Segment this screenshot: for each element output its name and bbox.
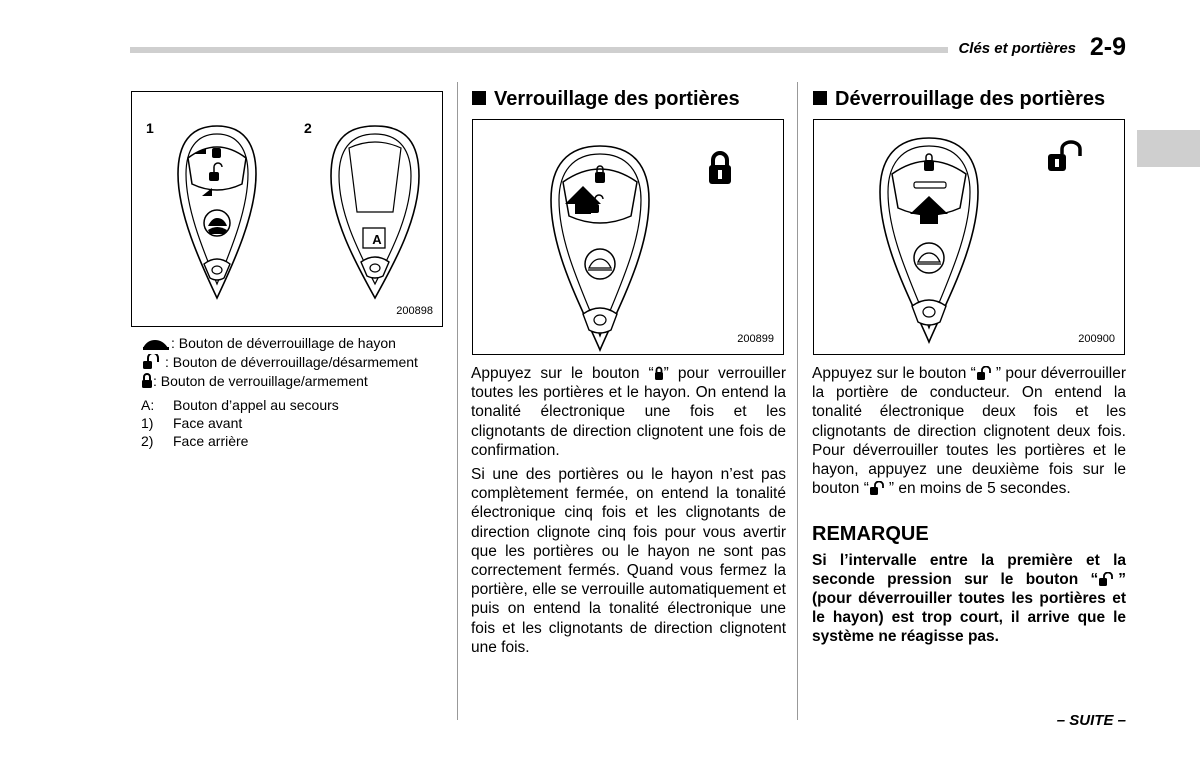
unlock-figure	[813, 119, 1125, 355]
figure-number: 200900	[1078, 333, 1115, 345]
legend-item-lock: : Bouton de verrouillage/armement	[141, 372, 451, 391]
key-lock-illustration	[545, 142, 655, 354]
unlock-icon	[976, 366, 996, 381]
list-item: A: Bouton d’appel au secours	[141, 397, 339, 413]
legend-item-unlock: : Bouton de déverrouillage/désarmement	[141, 353, 451, 372]
column-divider-1	[457, 82, 458, 720]
unlock-icon	[1098, 572, 1118, 587]
chapter-tab	[1137, 130, 1200, 167]
key-unlock-illustration	[874, 134, 984, 346]
unlock-paragraph: Appuyez sur le bouton “ ” pour déverrouiller la portière de conducteur. On entend la tonalité électronique deux fois et les clignotants de direction clignotent deux fois. Pour déverrouiller toutes les portières et le hayon, appuyez une deuxième fois sur le bouton “ ” en moins de 5 secondes.	[812, 365, 1126, 498]
heading-bullet	[813, 91, 827, 105]
figure-number: 200898	[396, 305, 433, 317]
unlock-section-body	[812, 364, 1126, 498]
lock-icon	[141, 373, 153, 389]
remarque-heading: REMARQUE	[812, 523, 929, 545]
lock-paragraph-1: Appuyez sur le bouton “ ” pour verrouiller toutes les portières et le hayon. On entend la tonalité électronique une fois et les clignotants de direction clignotent une fois de confirmation.	[471, 365, 786, 459]
key-back-illustration	[325, 122, 425, 302]
unlock-section-heading: Déverrouillage des portières	[813, 88, 1105, 111]
section-title: Clés et portières	[958, 40, 1076, 57]
lock-figure	[472, 119, 784, 355]
lock-symbol-icon	[707, 150, 733, 186]
unlock-symbol-icon	[1046, 140, 1092, 174]
figure-label-2: 2	[304, 120, 312, 136]
legend-lock-text: Bouton de verrouillage/armement	[160, 373, 368, 389]
emergency-button-letter: A	[372, 232, 382, 247]
remote-key-figure	[131, 91, 443, 327]
figure-number: 200899	[737, 333, 774, 345]
hatch-icon	[141, 337, 171, 351]
key-front-illustration	[172, 122, 262, 302]
unlock-icon	[869, 481, 889, 496]
list-item: 1) Face avant	[141, 415, 243, 431]
key-parts-list	[141, 396, 451, 450]
legend-item-hatch: : Bouton de déverrouillage de hayon	[141, 334, 451, 353]
lock-section-heading: Verrouillage des portières	[472, 88, 740, 111]
figure-label-1: 1	[146, 120, 154, 136]
remarque-paragraph: Si l’intervalle entre la première et la seconde pression sur le bouton “ ” (pour déverrouiller toutes les portières et le hayon) est trop court, il arrive que le système ne réagisse pas.	[812, 552, 1126, 645]
unlock-icon	[141, 354, 165, 370]
continued-marker: – SUITE –	[1056, 712, 1126, 729]
legend-unlock-text: Bouton de déverrouillage/désarmement	[172, 354, 418, 370]
lock-section-body	[471, 364, 786, 657]
list-item: 2) Face arrière	[141, 433, 249, 449]
header-rule	[130, 47, 948, 53]
legend-hatch-text: Bouton de déverrouillage de hayon	[178, 335, 396, 351]
lock-paragraph-2: Si une des portières ou le hayon n’est pas complètement fermée, on entend la tonalité électronique cinq fois et les clignotants de direction clignote cinq fois pour vous avertir que les portières ou le hayon ne sont pas correctement fermés. Quand vous fermez la portière, elle se verrouille automatiquement et puis on entend la tonalité électronique une fois et les clignotants de direction clignotent une fois.	[471, 466, 786, 656]
page-number: 2-9	[1089, 33, 1126, 61]
button-legend	[141, 334, 451, 391]
column-divider-2	[797, 82, 798, 720]
heading-bullet	[472, 91, 486, 105]
remarque-body	[812, 551, 1126, 646]
lock-icon	[654, 366, 664, 381]
